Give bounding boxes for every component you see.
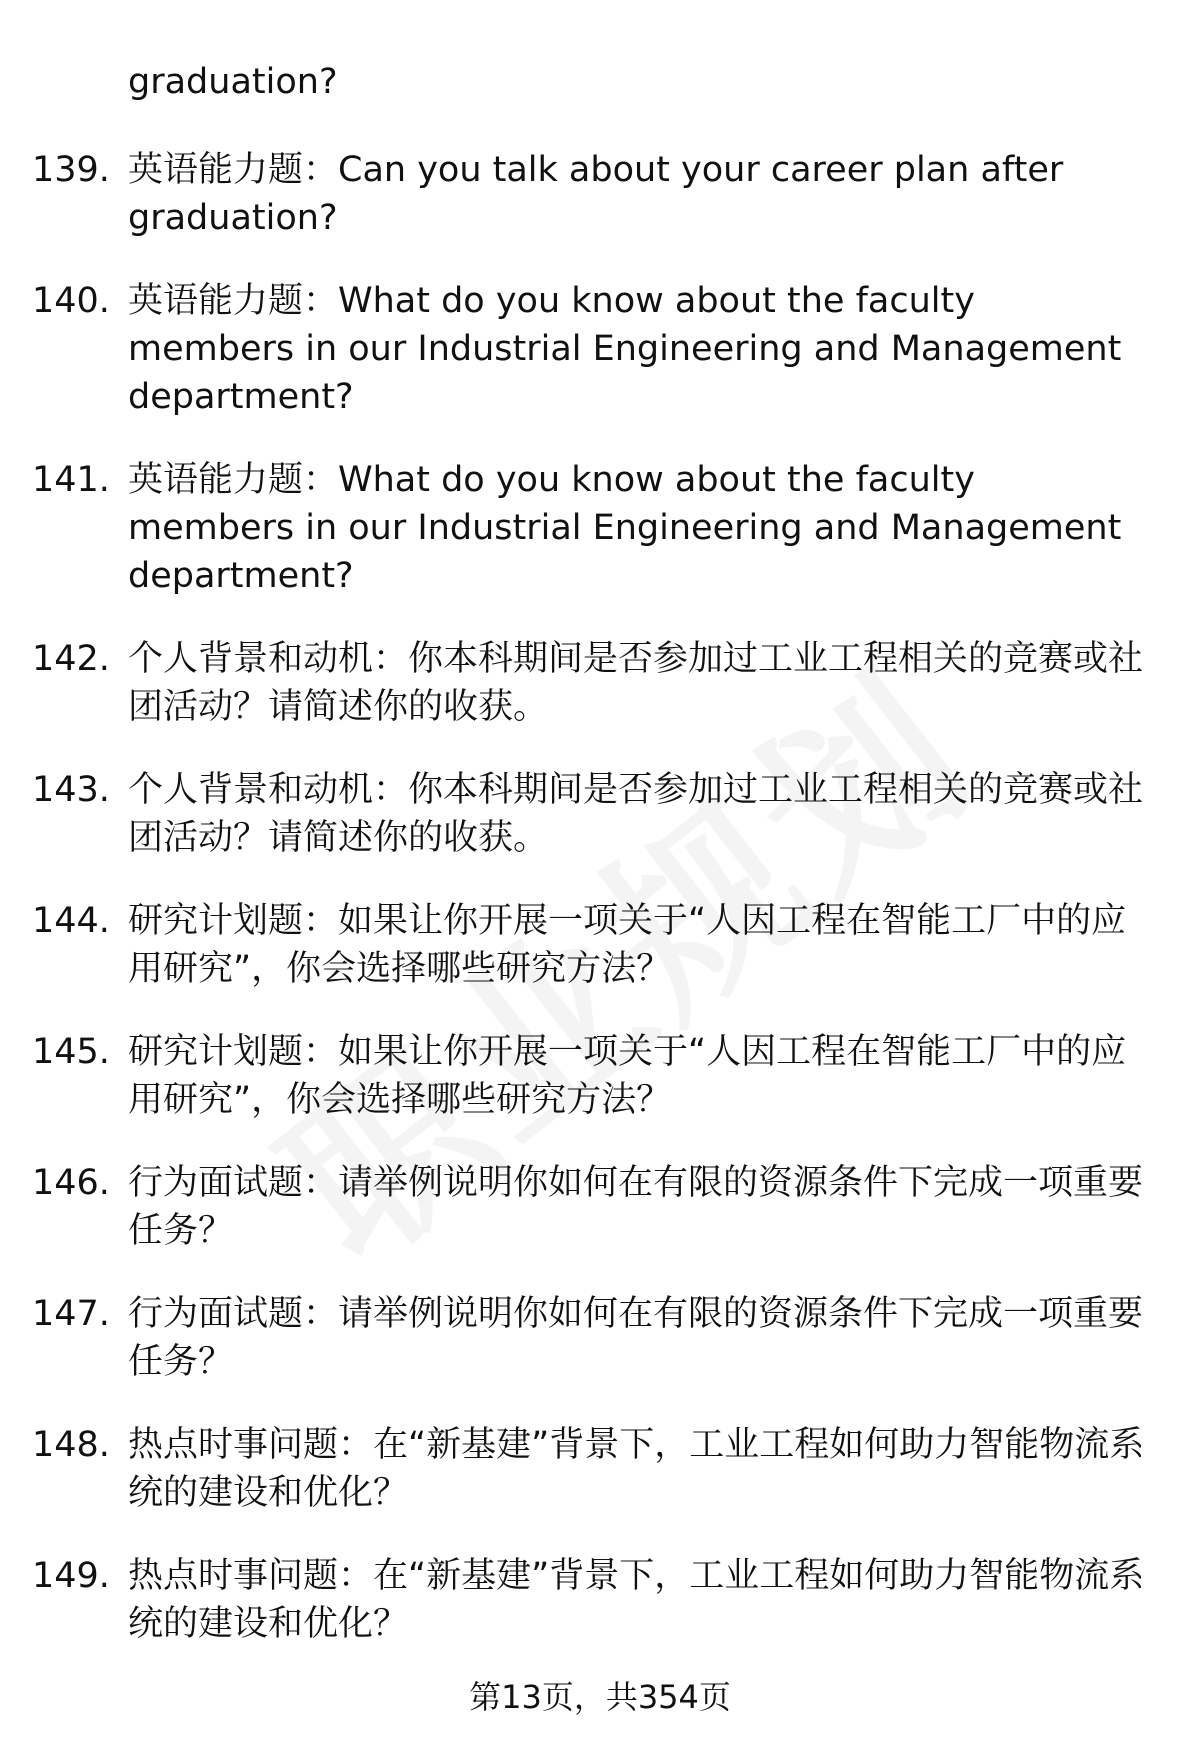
question-text: 个人背景和动机：你本科期间是否参加过工业工程相关的竞赛或社团活动？请简述你的收获。	[128, 770, 1144, 858]
question-text: 英语能力题：What do you know about the faculty members in our Industrial Engineering and Management department?	[128, 460, 1122, 596]
page-footer: 第13页，共354页	[469, 1678, 731, 1716]
question-item	[0, 1290, 1200, 1386]
question-text: 行为面试题：请举例说明你如何在有限的资源条件下完成一项重要任务？	[128, 1294, 1144, 1382]
question-number: 143.	[32, 770, 110, 810]
question-text: 研究计划题：如果让你开展一项关于“人因工程在智能工厂中的应用研究”，你会选择哪些研究方法？	[128, 1032, 1127, 1120]
question-item	[0, 766, 1200, 862]
question-text: 个人背景和动机：你本科期间是否参加过工业工程相关的竞赛或社团活动？请简述你的收获。	[128, 639, 1144, 727]
question-item	[0, 1552, 1200, 1648]
question-item	[0, 897, 1200, 993]
question-number: 142.	[32, 639, 110, 679]
question-number: 148.	[32, 1425, 110, 1465]
question-text: 热点时事问题：在“新基建”背景下，工业工程如何助力智能物流系统的建设和优化？	[128, 1425, 1145, 1513]
question-text: 英语能力题：Can you talk about your career plan after graduation?	[128, 150, 1064, 238]
continued-question-text: graduation?	[128, 62, 338, 102]
question-item	[0, 635, 1200, 731]
question-number: 145.	[32, 1032, 110, 1072]
question-text: 研究计划题：如果让你开展一项关于“人因工程在智能工厂中的应用研究”，你会选择哪些研究方法？	[128, 901, 1127, 989]
question-item	[0, 456, 1200, 600]
question-number: 144.	[32, 901, 110, 941]
question-text: 热点时事问题：在“新基建”背景下，工业工程如何助力智能物流系统的建设和优化？	[128, 1556, 1145, 1644]
question-number: 140.	[32, 281, 110, 321]
question-item	[0, 1421, 1200, 1517]
question-number: 147.	[32, 1294, 110, 1334]
question-item	[0, 1028, 1200, 1124]
question-text: 英语能力题：What do you know about the faculty members in our Industrial Engineering and Management department?	[128, 281, 1122, 417]
question-item	[0, 1159, 1200, 1255]
question-number: 149.	[32, 1556, 110, 1596]
question-list	[0, 146, 1200, 1683]
question-number: 141.	[32, 460, 110, 500]
question-number: 139.	[32, 150, 110, 190]
question-item	[0, 277, 1200, 421]
question-item	[0, 146, 1200, 242]
question-number: 146.	[32, 1163, 110, 1203]
question-text: 行为面试题：请举例说明你如何在有限的资源条件下完成一项重要任务？	[128, 1163, 1144, 1251]
